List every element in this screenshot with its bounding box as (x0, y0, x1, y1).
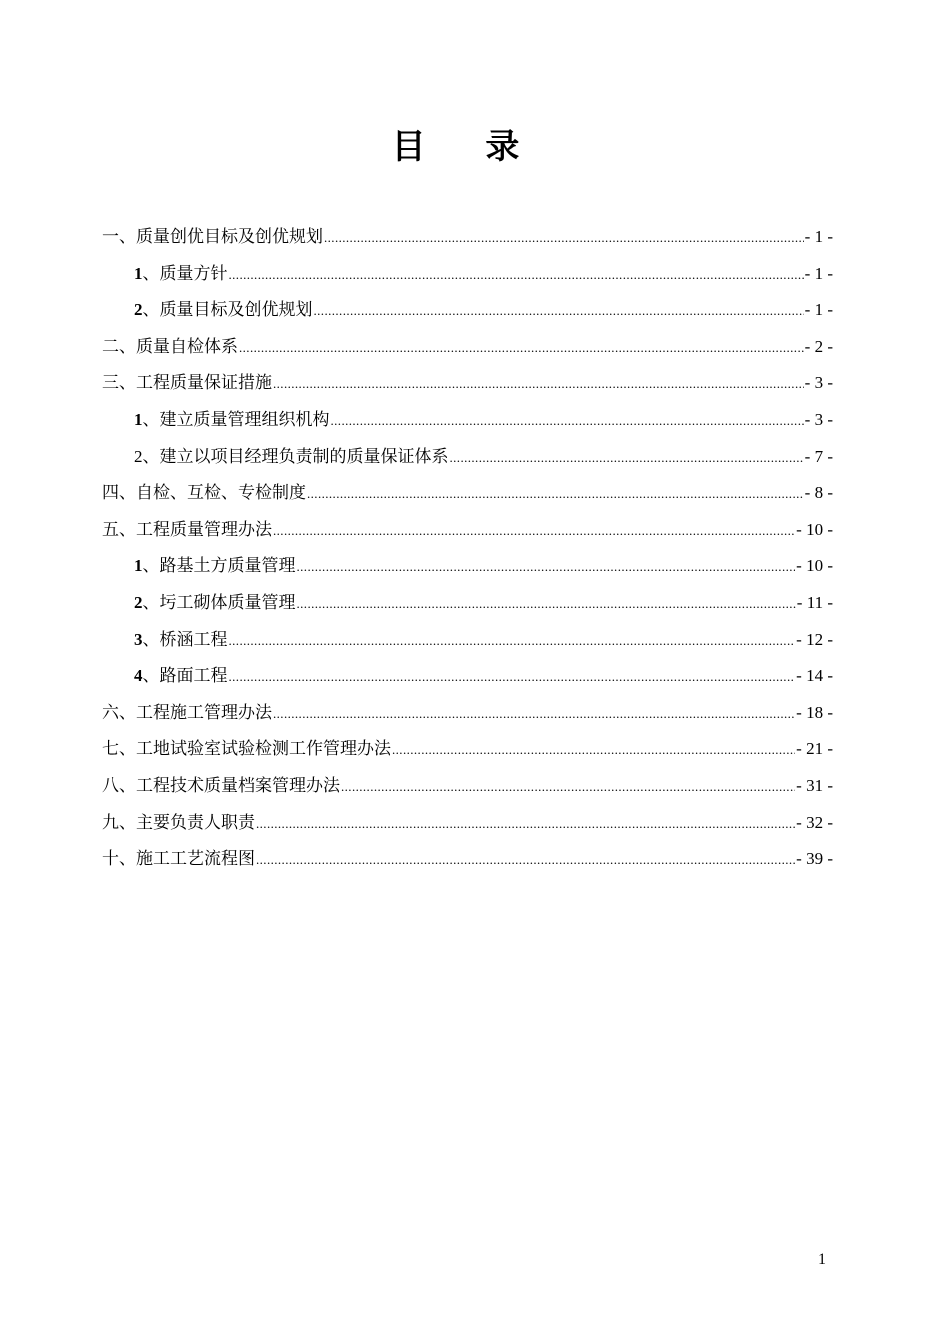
toc-entry-label: 九、主要负责人职责 (102, 812, 255, 833)
toc-entry[interactable] (102, 734, 833, 771)
toc-entry-label: 一、质量创优目标及创优规划 (102, 227, 323, 247)
toc-dot-leader (256, 809, 795, 839)
toc-entry-label: 二、质量自检体系 (102, 336, 238, 357)
toc-entry-label: 、桥涵工程 (142, 629, 228, 650)
toc-title: 目 录 (391, 127, 544, 167)
toc-entry-label: 、质量目标及创优规划 (142, 300, 313, 321)
toc-entry-label: 、路基土方质量管理 (142, 556, 296, 577)
toc-entry-page: - 18 - (796, 702, 833, 722)
toc-dot-leader (297, 552, 796, 582)
toc-entry-page: - 32 - (796, 812, 833, 832)
toc-entry-label: 四、自检、互检、专检制度 (102, 483, 306, 504)
toc-dot-leader (273, 516, 795, 546)
toc-dot-leader (229, 260, 804, 290)
toc-entry-label-group (134, 661, 228, 691)
toc-dot-leader (297, 589, 796, 619)
toc-entry-page: - 8 - (804, 483, 833, 503)
toc-entry-page: - 10 - (796, 519, 833, 539)
toc-entry[interactable] (102, 222, 833, 259)
toc-entry-page: - 12 - (796, 629, 833, 649)
toc-entry-label: 六、工程施工管理办法 (102, 702, 272, 723)
toc-entry-label: 、质量方针 (142, 263, 228, 284)
toc-entry-page: - 1 - (804, 263, 833, 283)
toc-dot-leader (273, 369, 804, 399)
toc-entry[interactable] (102, 844, 833, 881)
toc-entry-page: - 14 - (796, 666, 833, 686)
toc-entry-page: - 11 - (796, 592, 833, 612)
toc-subentry[interactable] (102, 661, 833, 698)
toc-dot-leader (324, 223, 804, 253)
toc-subentry[interactable] (102, 405, 833, 442)
toc-dot-leader (273, 699, 795, 729)
toc-entry[interactable] (102, 478, 833, 515)
toc-dot-leader (341, 772, 795, 802)
table-of-contents (102, 222, 833, 881)
toc-entry-page: - 39 - (796, 849, 833, 869)
toc-entry-number: 2 (134, 300, 143, 320)
toc-entry-label: 、建立质量管理组织机构 (142, 409, 330, 430)
toc-entry[interactable] (102, 515, 833, 552)
toc-dot-leader (256, 845, 795, 875)
page-number: 1 (818, 1251, 826, 1268)
toc-subentry[interactable] (102, 295, 833, 332)
toc-entry-page: - 1 - (804, 300, 833, 320)
toc-entry-label-group (134, 405, 330, 435)
toc-subentry[interactable] (102, 551, 833, 588)
toc-entry-label: 、路面工程 (142, 666, 228, 687)
toc-entry-number: 1 (134, 556, 143, 576)
toc-entry-label-group (134, 295, 313, 325)
toc-entry-number: 2 (134, 446, 143, 466)
toc-entry-page: - 3 - (804, 409, 833, 429)
toc-dot-leader (314, 296, 804, 326)
toc-entry-number: 2 (134, 592, 143, 612)
toc-entry-label: 八、工程技术质量档案管理办法 (102, 775, 340, 796)
toc-entry[interactable] (102, 808, 833, 845)
toc-dot-leader (239, 333, 804, 363)
toc-dot-leader (307, 479, 804, 509)
toc-entry-label: 五、工程质量管理办法 (102, 519, 272, 540)
toc-entry-label: 七、工地试验室试验检测工作管理办法 (102, 739, 391, 760)
toc-entry-label-group (134, 259, 228, 289)
toc-entry-label-group (134, 551, 296, 581)
toc-entry-page: - 7 - (804, 446, 833, 466)
toc-entry-page: - 2 - (804, 336, 833, 356)
toc-entry-number: 1 (134, 263, 143, 283)
toc-entry-page: - 21 - (796, 739, 833, 759)
toc-entry[interactable] (102, 698, 833, 735)
toc-dot-leader (450, 443, 804, 473)
toc-entry-page: - 31 - (796, 775, 833, 795)
toc-entry-number: 3 (134, 629, 143, 649)
toc-entry-label-group (134, 588, 296, 618)
toc-subentry[interactable] (102, 625, 833, 662)
toc-dot-leader (229, 662, 796, 692)
toc-dot-leader (229, 626, 796, 656)
toc-entry-label-group (134, 625, 228, 655)
toc-entry-number: 4 (134, 666, 143, 686)
toc-entry-label: 、建立以项目经理负责制的质量保证体系 (142, 446, 449, 467)
toc-entry-label-group (134, 442, 449, 472)
toc-entry[interactable] (102, 771, 833, 808)
toc-entry-label: 十、施工工艺流程图 (102, 849, 255, 870)
toc-entry-number: 1 (134, 409, 143, 429)
toc-subentry[interactable] (102, 588, 833, 625)
toc-entry[interactable] (102, 332, 833, 369)
toc-entry-label: 、圬工砌体质量管理 (142, 592, 296, 613)
toc-entry-label: 三、工程质量保证措施 (102, 373, 272, 394)
toc-entry-page: - 3 - (804, 373, 833, 393)
toc-entry[interactable] (102, 368, 833, 405)
toc-dot-leader (331, 406, 804, 436)
toc-entry-page: - 1 - (804, 227, 833, 246)
toc-entry-page: - 10 - (796, 556, 833, 576)
toc-dot-leader (392, 735, 795, 765)
toc-subentry[interactable] (102, 442, 833, 479)
toc-subentry[interactable] (102, 259, 833, 296)
